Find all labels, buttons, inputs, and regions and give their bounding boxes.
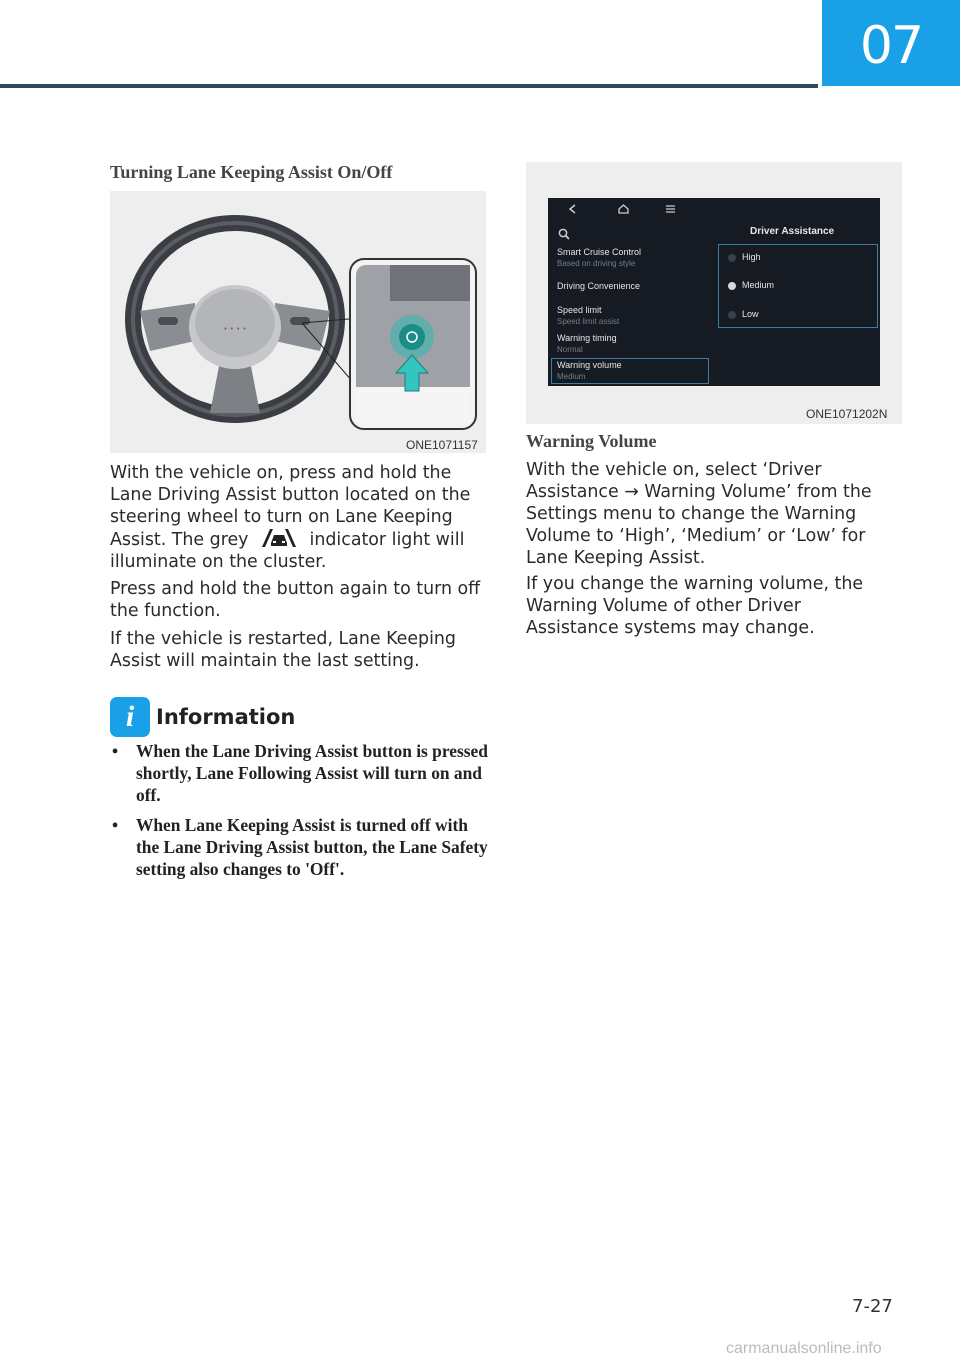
paragraph-turn-on — [110, 462, 490, 573]
paragraph-restart: If the vehicle is restarted, Lane Keeping Assist will maintain the last setting. — [110, 629, 456, 671]
paragraph-volume-change: If you change the warning volume, the Warning Volume of other Driver Assistance systems may change. — [526, 574, 864, 638]
figure-code-right: ONE1071202N — [806, 407, 888, 421]
section-heading-lane-keeping: Turning Lane Keeping Assist On/Off — [110, 162, 393, 182]
section-heading-warning-volume: Warning Volume — [526, 431, 657, 451]
chapter-number: 07 — [822, 0, 960, 86]
information-bullets — [112, 740, 492, 888]
back-icon — [568, 204, 578, 214]
option-low[interactable]: Low — [742, 309, 759, 319]
option-medium[interactable]: Medium — [742, 280, 775, 290]
menu-sub-smart-cruise: Based on driving style — [557, 259, 636, 268]
information-icon: i — [110, 697, 150, 737]
menu-sub-warning-volume: Medium — [557, 372, 586, 381]
option-high[interactable]: High — [742, 252, 761, 262]
watermark[interactable]: carmanualsonline.info — [726, 1340, 882, 1357]
steering-wheel-illustration — [110, 191, 486, 453]
paragraph-turn-on-part2: indicator light will illuminate on the cluster. — [110, 530, 465, 572]
paragraph-turn-on-part1: With the vehicle on, press and hold the Lane Driving Assist button located on the steering wheel to turn on Lane Keeping Assist. The grey — [110, 463, 471, 550]
bullet-glyph: • — [112, 741, 119, 761]
page-number: 7-27 — [852, 1296, 893, 1317]
radio-medium-selected[interactable] — [728, 282, 736, 290]
menu-item-smart-cruise[interactable]: Smart Cruise Control — [557, 247, 642, 257]
menu-item-warning-volume[interactable]: Warning volume — [557, 360, 622, 370]
paragraph-turn-off: Press and hold the button again to turn off the function. — [110, 579, 481, 621]
steering-wheel-figure — [110, 191, 486, 453]
lane-keeping-indicator-icon — [254, 528, 304, 548]
information-bullet-item — [112, 740, 492, 806]
information-title: Information — [156, 705, 296, 729]
paragraph-warning-volume: With the vehicle on, select ‘Driver Assistance → Warning Volume’ from the Settings menu to change the Warning Volume to ‘High’, ‘Medium’ or ‘Low’ for Lane Keeping Assist. — [526, 460, 872, 568]
radio-low[interactable] — [728, 311, 736, 319]
bullet-glyph: • — [112, 815, 119, 835]
bullet-text: When the Lane Driving Assist button is pressed shortly, Lane Following Assist will turn on and off. — [136, 741, 488, 805]
menu-icon — [666, 205, 675, 213]
home-icon — [618, 204, 629, 214]
radio-high[interactable] — [728, 254, 736, 262]
settings-screen — [548, 198, 880, 386]
search-icon — [558, 228, 570, 240]
screen-title: Driver Assistance — [750, 226, 835, 237]
menu-item-warning-timing[interactable]: Warning timing — [557, 333, 617, 343]
menu-sub-speed-limit: Speed limit assist — [557, 317, 620, 326]
bullet-text: When Lane Keeping Assist is turned off with the Lane Driving Assist button, the Lane Safety setting also changes to 'Off'. — [136, 815, 488, 879]
menu-item-driving-convenience[interactable]: Driving Convenience — [557, 281, 641, 291]
menu-sub-warning-timing: Normal — [557, 345, 583, 354]
hub-dots: • • • • — [223, 325, 247, 333]
header-rule — [0, 84, 818, 88]
menu-item-speed-limit[interactable]: Speed limit — [557, 305, 602, 315]
information-bullet-item — [112, 814, 492, 880]
figure-code-left: ONE1071157 — [406, 438, 478, 452]
